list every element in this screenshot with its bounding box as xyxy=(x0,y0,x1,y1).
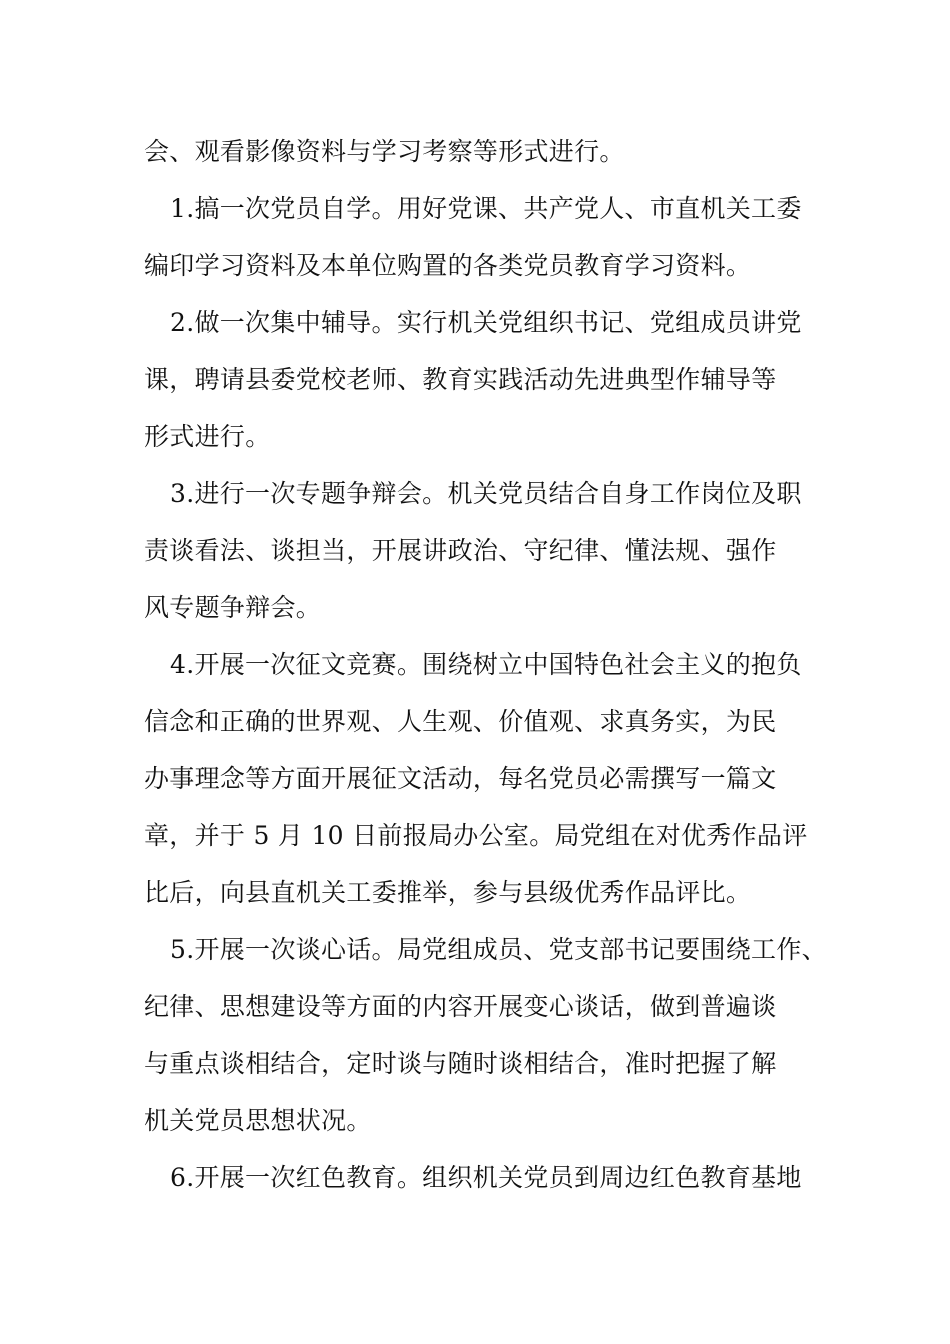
text-line: 信念和正确的世界观、人生观、价值观、求真务实，为民 xyxy=(144,707,777,736)
text-line: 章，并于 5 月 10 日前报局办公室。局党组在对优秀作品评 xyxy=(144,821,808,850)
text-line: 1.搞一次党员自学。用好党课、共产党人、市直机关工委 xyxy=(170,194,802,223)
text-line: 5.开展一次谈心话。局党组成员、党支部书记要围绕工作、 xyxy=(170,935,827,964)
text-line: 机关党员思想状况。 xyxy=(144,1106,372,1135)
text-line: 4.开展一次征文竞赛。围绕树立中国特色社会主义的抱负 xyxy=(170,650,802,679)
text-line: 课，聘请县委党校老师、教育实践活动先进典型作辅导等 xyxy=(144,365,777,394)
text-line: 会、观看影像资料与学习考察等形式进行。 xyxy=(144,137,625,166)
text-line: 6.开展一次红色教育。组织机关党员到周边红色教育基地 xyxy=(170,1163,802,1192)
text-line: 责谈看法、谈担当，开展讲政治、守纪律、懂法规、强作 xyxy=(144,536,777,565)
text-line: 纪律、思想建设等方面的内容开展变心谈话，做到普遍谈 xyxy=(144,992,777,1021)
text-line: 与重点谈相结合，定时谈与随时谈相结合，准时把握了解 xyxy=(144,1049,777,1078)
text-line: 2.做一次集中辅导。实行机关党组织书记、党组成员讲党 xyxy=(170,308,802,337)
text-line: 3.进行一次专题争辩会。机关党员结合自身工作岗位及职 xyxy=(170,479,802,508)
text-line: 形式进行。 xyxy=(144,422,271,451)
text-line: 风专题争辩会。 xyxy=(144,593,322,622)
text-line: 办事理念等方面开展征文活动，每名党员必需撰写一篇文 xyxy=(144,764,777,793)
text-line: 编印学习资料及本单位购置的各类党员教育学习资料。 xyxy=(144,251,752,280)
text-line: 比后，向县直机关工委推举，参与县级优秀作品评比。 xyxy=(144,878,752,907)
